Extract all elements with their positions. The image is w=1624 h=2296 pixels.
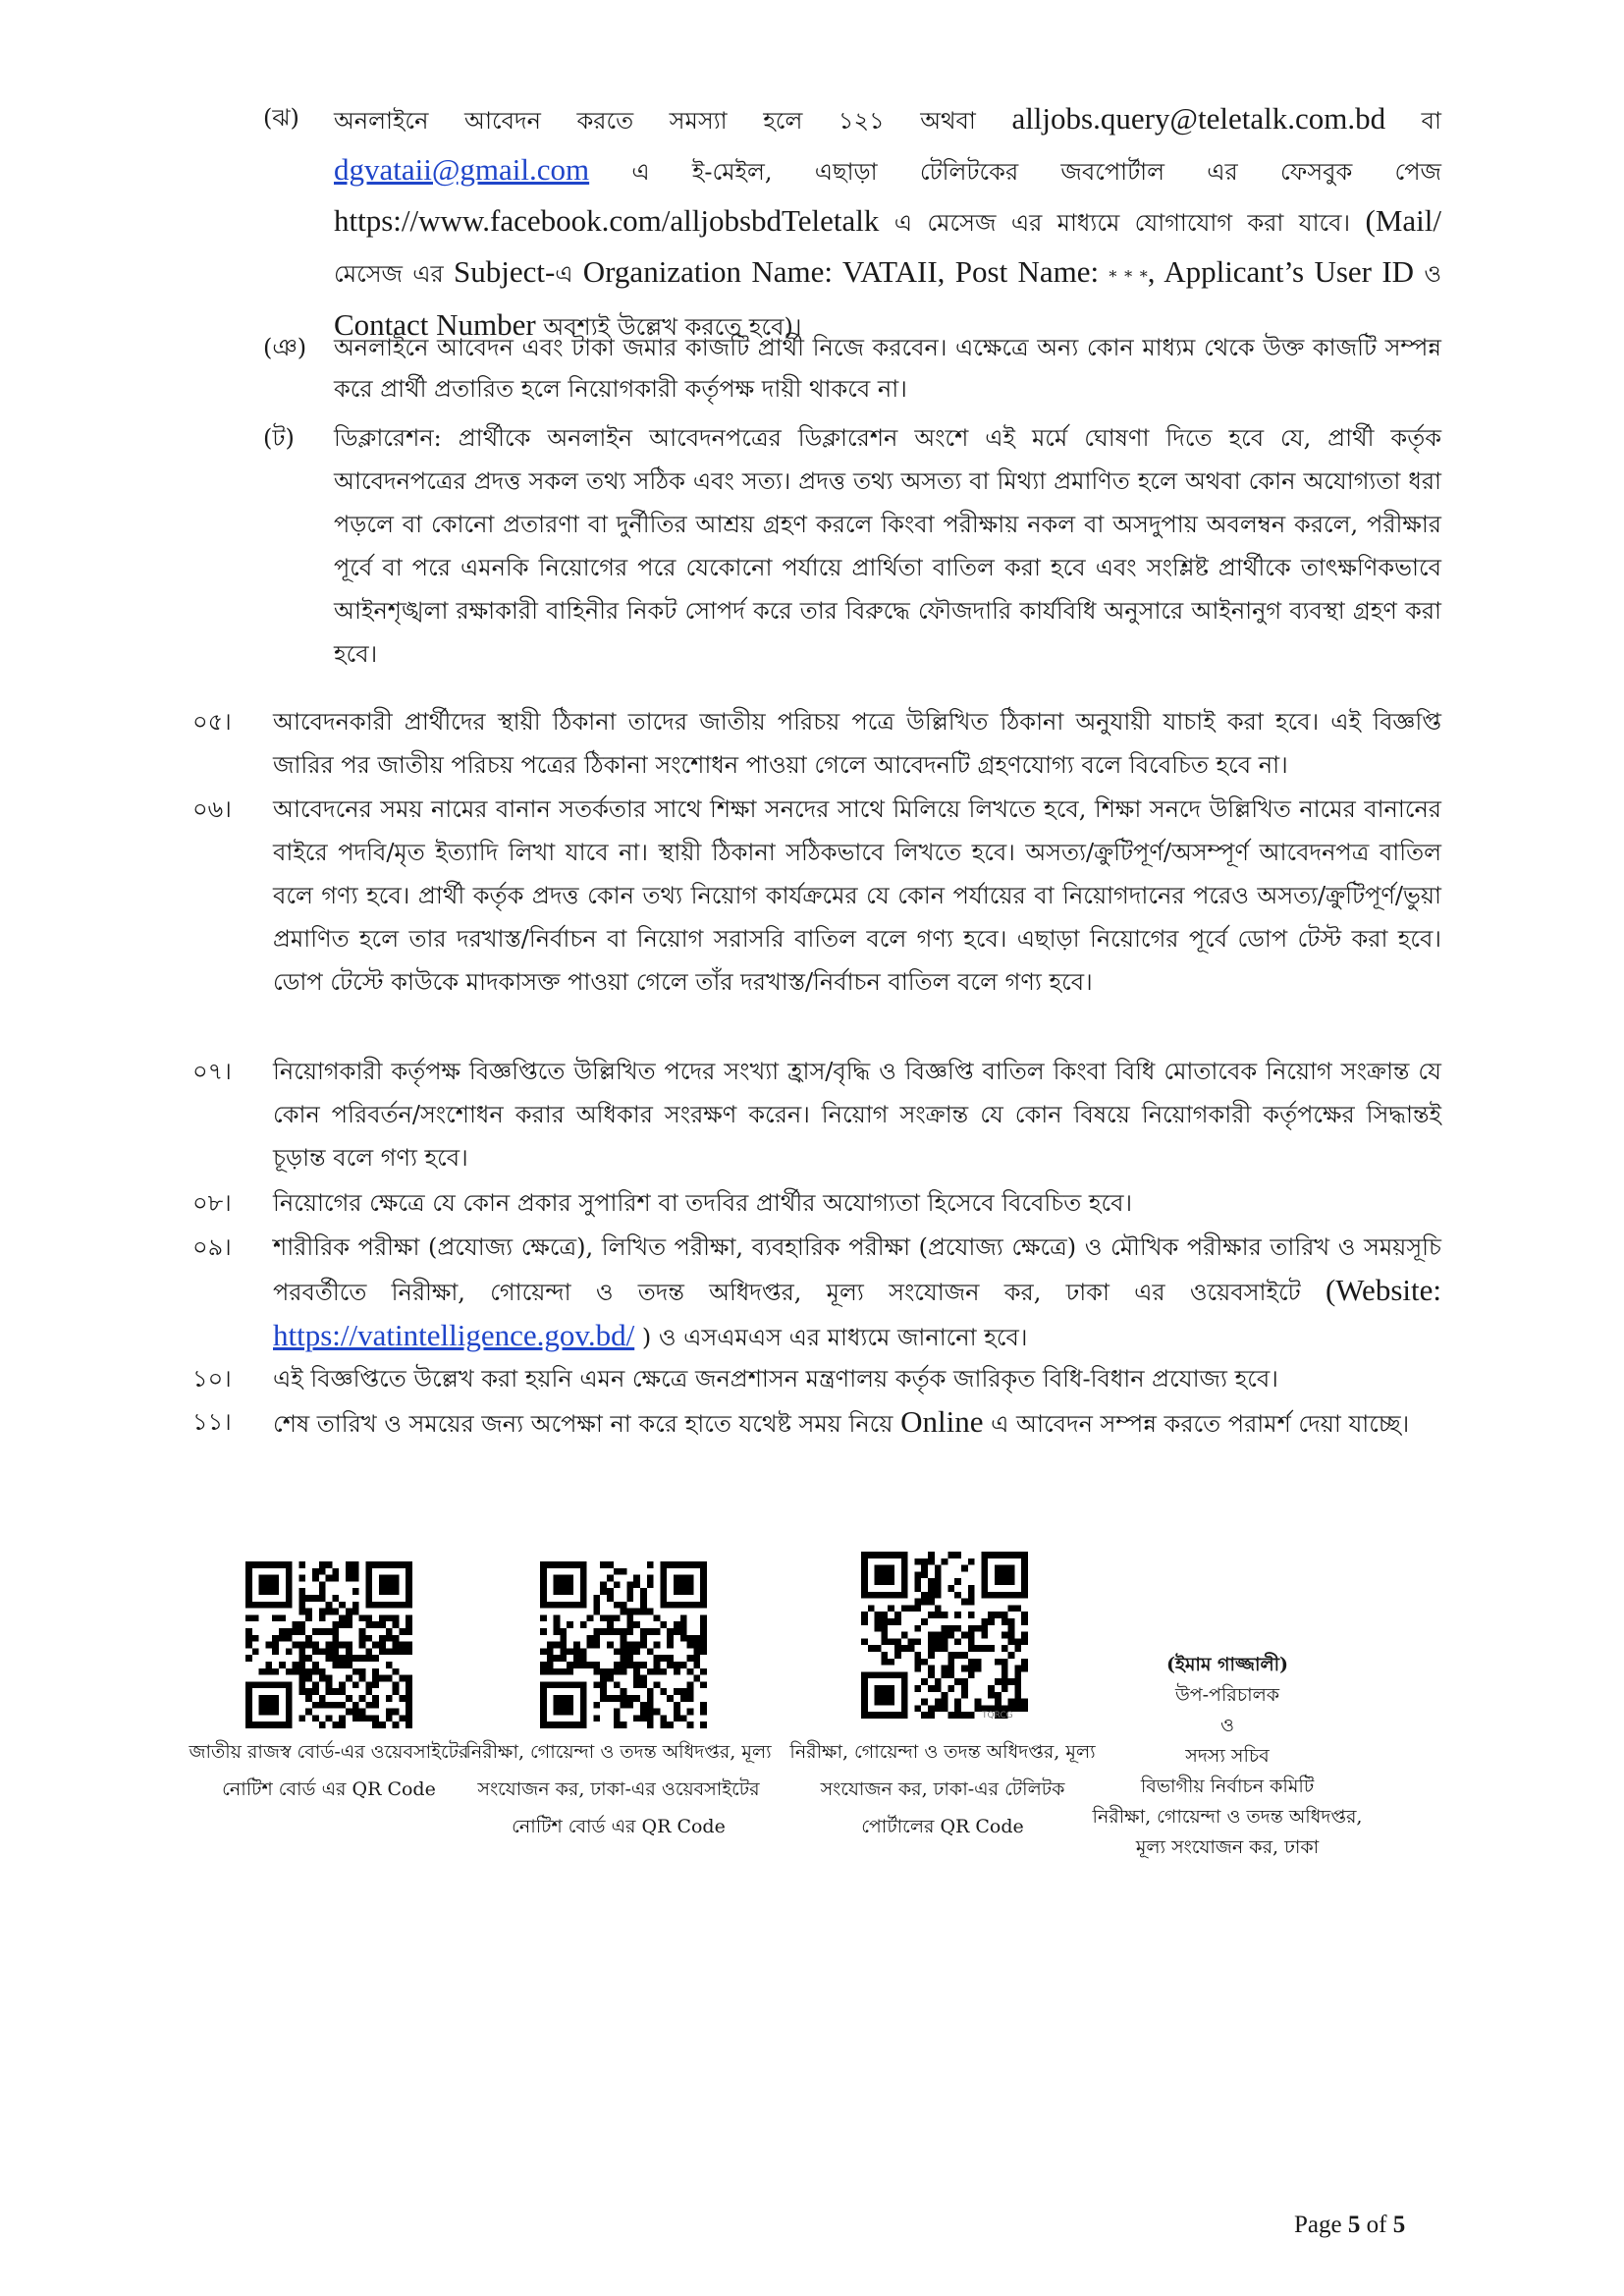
clause-09 [192,1226,1441,1359]
qr-code-teletalk[interactable] [861,1552,1028,1719]
clause-05 [192,700,1441,787]
clause-text: শারীরিক পরীক্ষা (প্রযোজ্য ক্ষেত্রে), লিখিত পরীক্ষা, ব্যবহারিক পরীক্ষা (প্রযোজ্য ক্ষেত্রে) ও মৌখিক পরীক্ষার তারিখ ও সময়সূচি পরবর্তীতে নিরীক্ষা, গোয়েন্দা ও তদন্ত অধিদপ্তর, মূল্য সংযোজন কর, ঢাকা এর ওয়েবসাইটে (Website: https://vatintelligence.gov.bd/ ) ও এসএমএস এর মাধ্যমে জানানো হবে। [273,1233,1441,1352]
clause-11 [192,1400,1441,1446]
signatory-office: নিরীক্ষা, গোয়েন্দা ও তদন্ত অধিদপ্তর, [1092,1806,1363,1828]
qr-caption-teletalk: নিরীক্ষা, গোয়েন্দা ও তদন্ত অধিদপ্তর, মূল্য সংযোজন কর, ঢাকা-এর টেলিটক পোর্টালের QR Code [789,1741,1096,1837]
signatory-role: সদস্য সচিব [1185,1745,1270,1767]
qr-caption-nbr: জাতীয় রাজস্ব বোর্ড-এর ওয়েবসাইটের নোটিশ বোর্ড এর QR Code [189,1741,469,1800]
qr-caption-vat-notice: নিরীক্ষা, গোয়েন্দা ও তদন্ত অধিদপ্তর, মূল্য সংযোজন কর, ঢাকা-এর ওয়েবসাইটের নোটিশ বোর্ড এর QR Code [465,1741,772,1837]
website-link[interactable]: https://vatintelligence.gov.bd/ [273,1318,635,1352]
signatory-office-city: মূল্য সংযোজন কর, ঢাকা [1135,1836,1320,1858]
clause-number: ০৬। [192,795,232,823]
clause-number: ০৯। [192,1233,232,1261]
clause-text: আবেদনকারী প্রার্থীদের স্থায়ী ঠিকানা তাদের জাতীয় পরিচয় পত্রে উল্লিখিত ঠিকানা অনুযায়ী যাচাই করা হবে। এই বিজ্ঞপ্তি জারির পর জাতীয় পরিচয় পত্রের ঠিকানা সংশোধন পাওয়া গেলে আবেদনটি গ্রহণযোগ্য বলে বিবেচিত হবে না। [273,708,1441,779]
facebook-url: https://www.facebook.com/alljobsbdTeletalk [334,203,880,238]
sub-item-text: ডিক্লারেশন: প্রার্থীকে অনলাইন আবেদনপত্রের ডিক্লারেশন অংশে এই মর্মে ঘোষণা দিতে হবে যে, প্রার্থী কর্তৃক আবেদনপত্রের প্রদত্ত সকল তথ্য সঠিক এবং সত্য। প্রদত্ত তথ্য অসত্য বা মিথ্যা প্রমাণিত হলে অথবা কোন অযোগ্যতা ধরা পড়লে বা কোনো প্রতারণা বা দুর্নীতির আশ্রয় গ্রহণ করলে কিংবা পরীক্ষায় নকল বা অসদুপায় অবলম্বন করলে, পরীক্ষার পূর্বে বা পরে এমনকি নিয়োগের পরে যেকোনো পর্যায়ে প্রার্থিতা বাতিল করা হবে এবং সংশ্লিষ্ট প্রার্থীকে তাৎক্ষণিকভাবে আইনশৃঙ্খলা রক্ষাকারী বাহিনীর নিকট সোপর্দ করে তার বিরুদ্ধে ফৌজদারি কার্যবিধি অনুসারে আইনানুগ ব্যবস্থা গ্রহণ করা হবে। [334,424,1441,668]
clause-10 [192,1357,1441,1400]
page-number: Page 5 of 5 [1294,2212,1406,2238]
sub-item-marker: (ট) [263,424,295,452]
clause-number: ০৭। [192,1058,232,1085]
signature-block: (ইমাম গাজ্জালী) উপ-পরিচালক ও সদস্য সচিব বিভাগীয় নির্বাচন কমিটি নিরীক্ষা, গোয়েন্দা ও তদন্ত অধিদপ্তর, মূল্য সংযোজন কর, ঢাকা [1041,1650,1414,1863]
clause-text: নিয়োগকারী কর্তৃপক্ষ বিজ্ঞপ্তিতে উল্লিখিত পদের সংখ্যা হ্রাস/বৃদ্ধি ও বিজ্ঞপ্তি বাতিল কিংবা বিধি মোতাবেক নিয়োগ সংক্রান্ত যে কোন পরিবর্তন/সংশোধন করার অধিকার সংরক্ষণ করেন। নিয়োগ সংক্রান্ত যে কোন বিষয়ে নিয়োগকারী কর্তৃপক্ষের সিদ্ধান্তই চূড়ান্ত বলে গণ্য হবে। [273,1058,1441,1172]
clause-06 [192,788,1441,1004]
qr-code-nbr[interactable] [245,1561,412,1728]
sub-item-marker: (ঞ) [263,334,307,361]
clause-number: ১১। [192,1408,232,1436]
signatory-designation: উপ-পরিচালক [1174,1684,1280,1706]
qr-generator-mark: TQRCG [982,1711,1013,1721]
clause-07 [192,1050,1441,1179]
clause-number: ০৫। [192,708,232,736]
sub-item-ta [263,416,1441,676]
clause-text: নিয়োগের ক্ষেত্রে যে কোন প্রকার সুপারিশ বা তদবির প্রার্থীর অযোগ্যতা হিসেবে বিবেচিত হবে। [273,1189,1133,1217]
clause-text: এই বিজ্ঞপ্তিতে উল্লেখ করা হয়নি এমন ক্ষেত্রে জনপ্রশাসন মন্ত্রণালয় কর্তৃক জারিকৃত বিধি-বিধান প্রযোজ্য হবে। [273,1365,1278,1393]
clause-08 [192,1181,1441,1225]
sub-item-text: অনলাইনে আবেদন করতে সমস্যা হলে ১২১ অথবা alljobs.query@teletalk.com.bd বা dgvataii@gmail.com এ ই-মেইল, এছাড়া টেলিটকের জবপোর্টাল এর ফেসবুক পেজ https://www.facebook.com/alljobsbdTeletalk এ মেসেজ এর মাধ্যমে যোগাযোগ করা যাবে। (Mail/মেসেজ এর Subject-এ Organization Name: VATAII, Post Name: * * *, Applicant’s User ID ও Contact Number অবশ্যই উল্লেখ করতে হবে)। [334,101,1441,342]
clause-text: শেষ তারিখ ও সময়ের জন্য অপেক্ষা না করে হাতে যথেষ্ট সময় নিয়ে Online এ আবেদন সম্পন্ন করতে পরামর্শ দেয়া যাচ্ছে। [273,1404,1410,1439]
support-email: alljobs.query@teletalk.com.bd [1011,101,1386,136]
signatory-committee: বিভাগীয় নির্বাচন কমিটি [1140,1776,1315,1797]
clause-text: আবেদনের সময় নামের বানান সতর্কতার সাথে শিক্ষা সনদের সাথে মিলিয়ে লিখতে হবে, শিক্ষা সনদে উল্লিখিত নামের বানানের বাইরে পদবি/মৃত ইত্যাদি লিখা যাবে না। স্থায়ী ঠিকানা সঠিকভাবে লিখতে হবে। অসত্য/ক্রুটিপূর্ণ/অসম্পূর্ণ আবেদনপত্র বাতিল বলে গণ্য হবে। প্রার্থী কর্তৃক প্রদত্ত কোন তথ্য নিয়োগ কার্যক্রমের যে কোন পর্যায়ের বা নিয়োগদানের পরেও অসত্য/ক্রুটিপূর্ণ/ভুয়া প্রমাণিত হলে তার দরখাস্ত/নির্বাচন বা নিয়োগ সরাসরি বাতিল বলে গণ্য হবে। এছাড়া নিয়োগের পূর্বে ডোপ টেস্ট করা হবে। ডোপ টেস্টে কাউকে মাদকাসক্ত পাওয়া গেলে তাঁর দরখাস্ত/নির্বাচন বাতিল বলে গণ্য হবে। [273,795,1441,996]
signatory-name: (ইমাম গাজ্জালী) [1165,1654,1289,1675]
sub-item-jha [263,94,1441,352]
sub-item-marker: (ঝ) [263,104,299,132]
qr-code-vat-notice[interactable] [540,1561,707,1728]
sub-item-nya [263,327,1441,410]
email-link[interactable]: dgvataii@gmail.com [334,152,590,187]
clause-number: ১০। [192,1365,232,1393]
sub-item-text: অনলাইনে আবেদন এবং টাকা জমার কাজটি প্রার্থী নিজে করবেন। এক্ষেত্রে অন্য কোন মাধ্যম থেকে উক্ত কাজটি সম্পন্ন করে প্রার্থী প্রতারিত হলে নিয়োগকারী কর্তৃপক্ষ দায়ী থাকবে না। [334,334,1441,403]
clause-number: ০৮। [192,1189,232,1217]
